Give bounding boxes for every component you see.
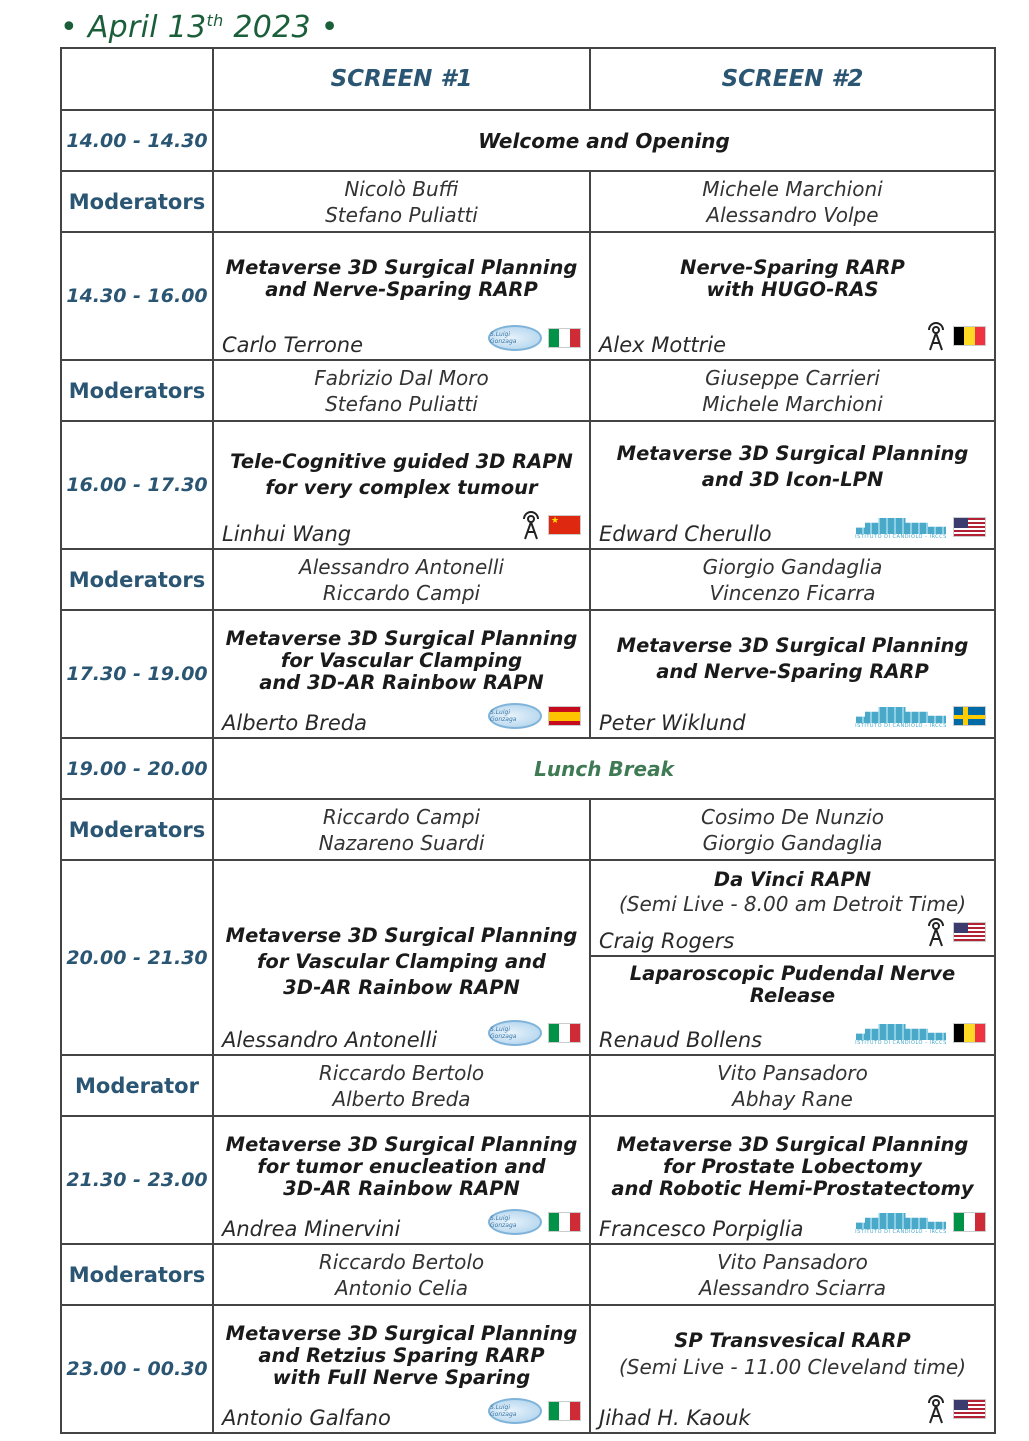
session-row xyxy=(61,421,995,549)
speaker-name: Francesco Porpiglia xyxy=(599,1217,804,1241)
moderators-screen1: Nicolò Buffi Stefano Puliatti xyxy=(213,171,590,232)
moderators-row xyxy=(61,1055,995,1116)
speaker-name: Carlo Terrone xyxy=(222,333,364,357)
speaker-name: Andrea Minervini xyxy=(222,1217,401,1241)
header-row xyxy=(61,48,995,110)
moderators-label: Moderator xyxy=(61,1055,213,1116)
gonzaga-logo: S.Luigi Gonzaga xyxy=(488,703,542,729)
session-title: Tele-Cognitive guided 3D RAPN for very complex tumour xyxy=(230,450,573,499)
time-slot: 14.30 - 16.00 xyxy=(61,232,213,360)
speaker-name: Jihad H. Kaouk xyxy=(599,1406,751,1430)
session-title: Metaverse 3D Surgical Planning and Nerve-Sparing RARP xyxy=(225,256,578,301)
moderators-screen1: Fabrizio Dal Moro Stefano Puliatti xyxy=(213,360,590,421)
antenna-icon xyxy=(925,917,947,947)
speaker-name: Craig Rogers xyxy=(599,929,735,953)
speaker-name: Linhui Wang xyxy=(222,522,352,546)
session-screen2 xyxy=(590,232,995,360)
italy-flag xyxy=(548,1401,581,1421)
session-title: SP Transvesical RARP xyxy=(674,1329,911,1352)
usa-flag xyxy=(953,517,986,537)
page-date: • April 13th 2023 • xyxy=(60,10,339,45)
gonzaga-logo: S.Luigi Gonzaga xyxy=(488,1398,542,1424)
moderators-screen1: Riccardo Bertolo Antonio Celia xyxy=(213,1244,590,1305)
welcome-title: Welcome and Opening xyxy=(213,110,995,171)
speaker-name: Antonio Galfano xyxy=(222,1406,391,1430)
moderators-row xyxy=(61,549,995,610)
welcome-row xyxy=(61,110,995,171)
session-title: Metaverse 3D Surgical Planning and 3D Icon-LPN xyxy=(616,442,969,491)
session-screen2-split xyxy=(590,860,995,1055)
speaker-name: Alessandro Antonelli xyxy=(222,1028,438,1052)
session-screen1 xyxy=(213,1116,590,1244)
antenna-icon xyxy=(925,1394,947,1424)
session-title: Metaverse 3D Surgical Planning and Retzius Sparing RARP with Full Nerve Sparing xyxy=(225,1322,578,1389)
usa-flag xyxy=(953,922,986,942)
antenna-icon xyxy=(925,321,947,351)
belgium-flag xyxy=(953,326,986,346)
candiolo-logo: ISTITUTO DI CANDIOLO - IRCCS xyxy=(855,514,947,540)
corner-cell xyxy=(61,48,213,110)
moderators-screen1: Alessandro Antonelli Riccardo Campi xyxy=(213,549,590,610)
moderators-label: Moderators xyxy=(61,1244,213,1305)
session-row xyxy=(61,232,995,360)
session-screen1 xyxy=(213,860,590,1055)
usa-flag xyxy=(953,1399,986,1419)
moderators-screen1: Riccardo Bertolo Alberto Breda xyxy=(213,1055,590,1116)
china-flag: ★ xyxy=(548,515,581,535)
candiolo-logo: ISTITUTO DI CANDIOLO - IRCCS xyxy=(855,1209,947,1235)
session-title: Metaverse 3D Surgical Planning for tumor enucleation and 3D-AR Rainbow RAPN xyxy=(225,1133,578,1200)
moderators-screen2: Vito Pansadoro Alessandro Sciarra xyxy=(590,1244,995,1305)
session-screen2 xyxy=(590,610,995,738)
session-title: Laparoscopic Pudendal Nerve Release xyxy=(629,962,956,1007)
moderators-label: Moderators xyxy=(61,171,213,232)
time-slot: 17.30 - 19.00 xyxy=(61,610,213,738)
speaker-name: Alex Mottrie xyxy=(599,333,727,357)
session-screen1 xyxy=(213,1305,590,1433)
antenna-icon xyxy=(520,510,542,540)
session-subtitle: (Semi Live - 8.00 am Detroit Time) xyxy=(618,892,967,916)
session-screen1 xyxy=(213,232,590,360)
speaker-name: Renaud Bollens xyxy=(599,1028,763,1052)
speaker-name: Peter Wiklund xyxy=(599,711,746,735)
moderators-label: Moderators xyxy=(61,549,213,610)
candiolo-logo: ISTITUTO DI CANDIOLO - IRCCS xyxy=(855,1020,947,1046)
screen2-header: SCREEN #2 xyxy=(590,48,995,110)
session-row xyxy=(61,610,995,738)
time-slot: 16.00 - 17.30 xyxy=(61,421,213,549)
session-screen2 xyxy=(590,421,995,549)
moderators-label: Moderators xyxy=(61,799,213,860)
moderators-screen2: Michele Marchioni Alessandro Volpe xyxy=(590,171,995,232)
italy-flag xyxy=(548,328,581,348)
session-screen2-b xyxy=(591,957,994,1054)
italy-flag xyxy=(548,1212,581,1232)
moderators-row xyxy=(61,360,995,421)
schedule-table xyxy=(60,47,996,1434)
spain-flag xyxy=(548,706,581,726)
lunch-break-title: Lunch Break xyxy=(213,738,995,799)
gonzaga-logo: S.Luigi Gonzaga xyxy=(488,1209,542,1235)
moderators-screen2: Vito Pansadoro Abhay Rane xyxy=(590,1055,995,1116)
moderators-label: Moderators xyxy=(61,360,213,421)
moderators-screen1: Riccardo Campi Nazareno Suardi xyxy=(213,799,590,860)
time-slot: 21.30 - 23.00 xyxy=(61,1116,213,1244)
session-row xyxy=(61,1305,995,1433)
session-row xyxy=(61,860,995,1055)
session-title: Metaverse 3D Surgical Planning for Vascular Clamping and 3D-AR Rainbow RAPN xyxy=(225,923,578,999)
session-title: Da Vinci RAPN xyxy=(713,868,872,891)
screen1-header: SCREEN #1 xyxy=(213,48,590,110)
italy-flag xyxy=(953,1212,986,1232)
session-title: Metaverse 3D Surgical Planning for Vascular Clamping and 3D-AR Rainbow RAPN xyxy=(225,627,578,694)
belgium-flag xyxy=(953,1023,986,1043)
moderators-row xyxy=(61,171,995,232)
session-screen1 xyxy=(213,421,590,549)
moderators-row xyxy=(61,1244,995,1305)
moderators-row xyxy=(61,799,995,860)
session-screen2 xyxy=(590,1116,995,1244)
time-slot: 20.00 - 21.30 xyxy=(61,860,213,1055)
moderators-screen2: Giuseppe Carrieri Michele Marchioni xyxy=(590,360,995,421)
moderators-screen2: Giorgio Gandaglia Vincenzo Ficarra xyxy=(590,549,995,610)
session-title: Nerve-Sparing RARP with HUGO-RAS xyxy=(680,256,905,301)
session-title: Metaverse 3D Surgical Planning and Nerve-Sparing RARP xyxy=(616,634,969,683)
italy-flag xyxy=(548,1023,581,1043)
session-title: Metaverse 3D Surgical Planning for Prostate Lobectomy and Robotic Hemi-Prostatectomy xyxy=(611,1133,974,1200)
session-subtitle: (Semi Live - 11.00 Cleveland time) xyxy=(618,1355,967,1379)
session-row xyxy=(61,1116,995,1244)
session-screen2 xyxy=(590,1305,995,1433)
session-screen2-a xyxy=(591,861,994,957)
gonzaga-logo: S.Luigi Gonzaga xyxy=(488,325,542,351)
speaker-name: Alberto Breda xyxy=(222,711,368,735)
moderators-screen2: Cosimo De Nunzio Giorgio Gandaglia xyxy=(590,799,995,860)
gonzaga-logo: S.Luigi Gonzaga xyxy=(488,1020,542,1046)
lunch-row xyxy=(61,738,995,799)
session-screen1 xyxy=(213,610,590,738)
speaker-name: Edward Cherullo xyxy=(599,522,772,546)
time-slot: 19.00 - 20.00 xyxy=(61,738,213,799)
time-slot: 23.00 - 00.30 xyxy=(61,1305,213,1433)
sweden-flag xyxy=(953,706,986,726)
candiolo-logo: ISTITUTO DI CANDIOLO - IRCCS xyxy=(855,703,947,729)
time-slot: 14.00 - 14.30 xyxy=(61,110,213,171)
